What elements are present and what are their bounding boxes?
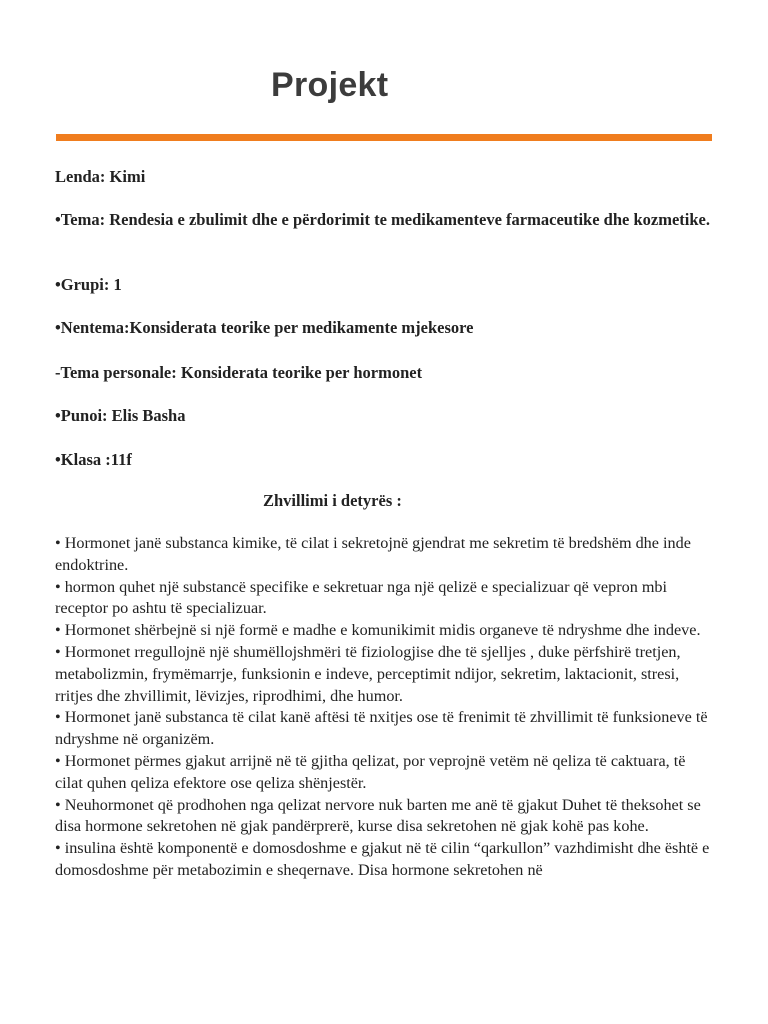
group-line: •Grupi: 1 [55,275,122,294]
paragraph: • hormon quhet një substancë specifike e sekretuar nga një qelizë e specializuar që vepron mbi receptor po ashtu të specializuar. [55,577,668,618]
title-divider [56,134,712,141]
body-text [55,533,715,882]
section-heading: Zhvillimi i detyrës : [263,491,402,510]
paragraph: • Hormonet janë substanca të cilat kanë aftësi të nxitjes ose të frenimit të zhvillimit të funksioneve të ndryshme në organizëm. [55,708,708,749]
subtopic-line: •Nentema:Konsiderata teorike per medikamente mjekesore [55,318,474,337]
paragraph: • Hormonet përmes gjakut arrijnë në të gjitha qelizat, por veprojnë vetëm në qeliza të caktuara, të cilat quhen qeliza efektore ose qeliza shënjestër. [55,751,686,792]
document-title: Projekt [271,66,389,104]
paragraph: • insulina është komponentë e domosdoshme e gjakut në të cilin “qarkullon” vazhdimisht dhe është e domosdoshme për metabozimin e sheqernave. Disa hormone sekretohen në [55,839,710,879]
paragraph: • Hormonet shërbejnë si një formë e madhe e komunikimit midis organeve të ndryshme dhe indeve. [55,621,701,640]
paragraph: • Hormonet janë substanca kimike, të cilat i sekretojnë gjendrat me sekretim të bredshëm dhe inde endoktrine. [55,534,691,574]
paragraph: • Neuhormonet që prodhohen nga qelizat nervore nuk barten me anë të gjakut Duhet të theksohet se disa hormone sekretohen në gjak pandërprerë, kurse disa sekretohen në gjak kohë pas kohe. [55,795,701,836]
class-line: •Klasa :11f [55,450,132,469]
paragraph: • Hormonet rregullojnë një shumëllojshmëri të fiziologjise dhe të sjelljes , duke përfshirë tretjen, metabolizmin, frymëmarrje, funksionin e indeve, perceptimit ndijor, sekretim, laktacionit, stresi, rritjes dhe zhvillimit, lëvizjes, riprodhimi, dhe humor. [55,642,681,705]
topic-line: •Tema: Rendesia e zbulimit dhe e përdorimit te medikamenteve farmaceutike dhe kozmetike. [55,210,710,229]
personal-topic-line: -Tema personale: Konsiderata teorike per hormonet [55,363,423,382]
author-line: •Punoi: Elis Basha [55,406,186,425]
subject-line: Lenda: Kimi [55,167,146,186]
